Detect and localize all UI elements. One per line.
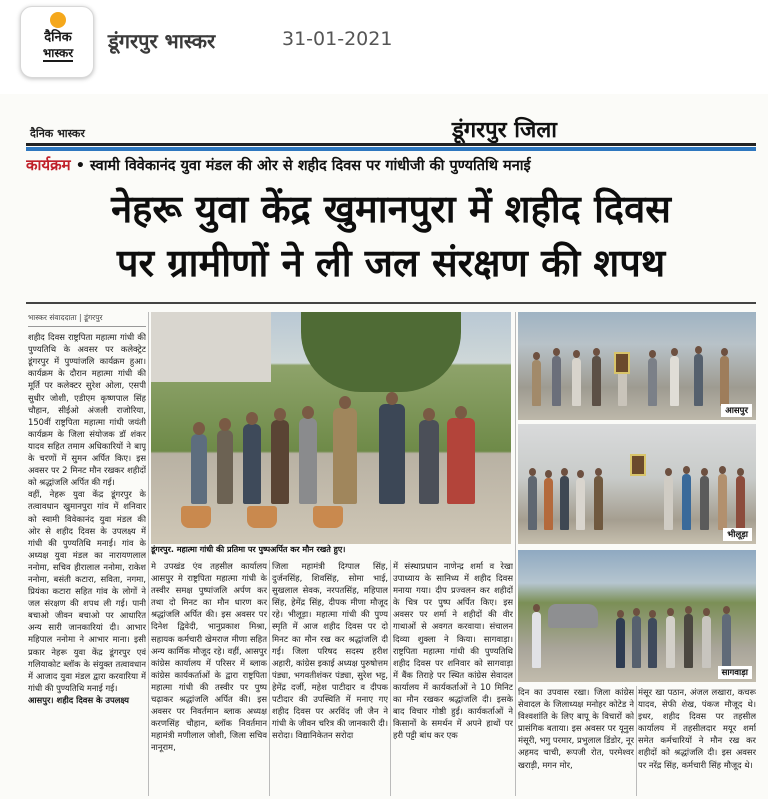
person-figure	[191, 434, 207, 504]
photo-location-tag: भीलूड़ा	[723, 528, 752, 541]
column-divider	[515, 312, 516, 796]
logo-line-2: भास्कर	[42, 46, 74, 60]
person-figure	[419, 420, 439, 504]
person-figure	[648, 358, 657, 406]
person-figure	[700, 476, 709, 530]
plant-pot	[247, 506, 277, 528]
article-kicker	[26, 155, 756, 179]
person-figure	[576, 478, 585, 530]
paragraph-3: आसपुर। शहीद दिवस के उपलक्ष्य	[28, 694, 129, 705]
person-figure	[664, 476, 673, 530]
person-figure	[217, 430, 233, 504]
plant-pot	[181, 506, 211, 528]
paragraph-1: शहीद दिवस राष्ट्रपिता महात्मा गांधी की पुण्यतिथि के अवसर पर कलेक्ट्रेट डूंगरपुर में पुण्यांजलि कार्यक्रम हुआ। कार्यक्रम के दौरान महात्मा गांधी की मूर्ति पर कलेक्टर सुरेश ओला, एसपी सुधीर जोशी, एडीएम कृष्णपाल सिंह चौहान, सीईओ अंजली राजोरिया, 150वीं राष्ट्रपिता महात्मा गांधी जयंती कार्यक्रम के जिला संयोजक डॉ शंकर यादव सहित तमाम अधिकारियों ने बापू के चरणों में सुमन अर्पित किए। इस अवसर पर 2 मिनट मौन रखकर शहीदों को श्रद्धांजलि अर्पित की गई।	[28, 332, 146, 488]
photo-sagwara[interactable]	[518, 550, 756, 682]
police-officer-figure	[333, 408, 357, 504]
column-divider	[636, 686, 637, 796]
person-figure	[532, 612, 541, 668]
person-figure	[532, 360, 541, 406]
logo-line-1: दैनिक	[44, 30, 72, 45]
person-figure	[720, 356, 729, 406]
photo-location-tag: सागवाड़ा	[718, 666, 752, 679]
person-figure	[632, 616, 641, 668]
page-masthead: दैनिक भास्कर	[30, 127, 85, 140]
article-column-5: दिन का उपवास रखा। जिला कांग्रेस सेवादल के जिलाध्यक्ष मनोहर कोटेड ने विश्वशांति के लिए बापू के विचारों को प्रासंगिक बताया। इस अवसर पर यूनुस मंसूरी, भगु परमार, प्रभुलाल डिंडोर, नूर अहमद चाची, रूपजी रोत, परमेश्वर खराड़ी, मगन मोर,	[518, 687, 634, 770]
byline: भास्कर संवाददाता | डूंगरपुर	[28, 312, 146, 327]
article-column-4: में संस्थाप्रधान नाणेन्द्र शर्मा व रेखा उपाध्याय के सानिध्य में शहीद दिवस मनाया गया। दीप प्रज्वलन कर शहीदों के चित्र पर पुष्प अर्पित किए। इस अवसर पर शर्मा ने शहीदों की वीर गाथाओं से अवगत करवाया। संचालन दिव्या शुक्ला ने किया। सागवाड़ा। राष्ट्रपिता महात्मा गांधी की पुण्यतिथि शहीद दिवस पर शनिवार को सागवाड़ा में बैंक तिराहे पर स्थित कांग्रेस सेवादल कार्यालय में कार्यकर्ताओं ने 10 मिनिट का मौन रखकर श्रद्धांजलि दी। इसके बाद विचार गोष्ठी हुई। कार्यकर्ताओं ने किसानों के समर्थन में अपने हाथों पर हरी पट्टी बांध कर एक	[393, 561, 513, 741]
person-figure	[594, 476, 603, 530]
headline-rule	[26, 302, 756, 304]
accent-rule	[26, 147, 756, 151]
column-divider	[148, 312, 149, 796]
district-heading: डूंगरपुर जिला	[452, 118, 557, 143]
main-photo-caption: डूंगरपुर. महात्मा गांधी की प्रतिमा पर पुष्पअर्पित कर मौन रखते हुए।	[151, 545, 346, 554]
sun-icon	[50, 12, 66, 28]
person-figure	[666, 616, 675, 668]
person-figure	[528, 476, 537, 530]
person-figure	[243, 424, 261, 504]
headline-line-2: पर ग्रामीणों ने ली जल संरक्षण की शपथ	[116, 240, 666, 285]
headline-line-1: नेहरू युवा केंद्र खुमानपुरा में शहीद दिवस	[111, 186, 671, 231]
paragraph-2: वहीं, नेहरू युवा केंद्र डूंगरपुर के तत्वावधान खुमानपुरा गांव में शनिवार को स्वामी विवेकानंद युवा मंडल की ओर से शहीद दिवस के उपलक्ष्य में गांधी की पुण्यतिथि मनाई। गांव के अध्यक्ष युवा मंडल का नारायणलाल ननोमा, सचिव हीरालाल ननोमा, राकेश ननोमा, बसंती कटारा, सविता, नगमा, प्रियंका कटारा सहित गांव के लोगों ने जल संरक्षण की शपथ ली गई। पानी बचाओ जीवन बचाओ पर आधारित अन्य सारी जानकारियां दी। आभार महिपाल ननोमा ने आभार माना। इसी प्रकार नेहरू युवा केंद्र डूंगरपुर एवं गलियाकोट ब्लॉक के संयुक्त तत्वावधान में आजाद युवा मंडल द्वारा करवारिया में गांधी की पुण्यतिथि मनाई गई।	[28, 489, 146, 693]
column-divider	[390, 560, 391, 796]
person-figure	[736, 476, 745, 530]
person-figure	[592, 356, 601, 406]
person-figure	[682, 474, 691, 530]
person-figure	[447, 418, 475, 504]
dainik-bhaskar-logo[interactable]	[20, 6, 94, 78]
column-divider	[269, 560, 270, 796]
main-photo-gandhi-statue-tribute[interactable]	[151, 312, 511, 544]
person-figure	[299, 418, 317, 504]
person-figure	[694, 354, 703, 406]
person-figure	[544, 478, 553, 530]
kicker-text: • स्वामी विवेकानंद युवा मंडल की ओर से शहीद दिवस पर गांधीजी की पुण्यतिथि मनाई	[75, 158, 531, 174]
person-figure	[379, 404, 405, 504]
gandhi-portrait	[614, 352, 630, 374]
person-figure	[572, 358, 581, 406]
person-figure	[271, 420, 289, 504]
building-shape	[151, 312, 271, 382]
car-shape	[548, 604, 598, 628]
top-rule	[26, 143, 756, 146]
edition-title: डूंगरपुर भास्कर	[108, 29, 216, 53]
person-figure	[718, 474, 727, 530]
photo-bhiluda[interactable]	[518, 424, 756, 544]
person-figure	[616, 618, 625, 668]
article-column-1	[28, 312, 146, 796]
plant-pot	[313, 506, 343, 528]
tree-shape	[301, 312, 461, 392]
person-figure	[648, 618, 657, 668]
app-header	[0, 0, 768, 90]
photo-location-tag: आसपुर	[721, 404, 752, 417]
photo-aaspur[interactable]	[518, 312, 756, 420]
person-figure	[670, 356, 679, 406]
kicker-tag: कार्यक्रम	[26, 156, 71, 174]
article-column-6: मंसूर खा पठान, अंजल लखारा, कचरू यादव, सेफी शेख, पंकज मौजूद थे। इधर, शहीद दिवस पर तहसील कार्यालय में तहसीलदार मयूर शर्मा समेत कर्मचारियों ने मौन रख कर शहीदों को श्रद्धांजलि दी। इस अवसर पर नरेंद्र सिंह, कर्मचारी सिंह मौजूद थे।	[638, 687, 756, 770]
article-column-3: जिला महामंत्री दिग्पाल सिंह, दुर्जनसिंह, शिवसिंह, सोमा भाई, सुखलाल सेवक, नरपतसिंह, महिपाल सिंह, हेमेंद्र सिंह, दीपक मीणा मौजूद रहे। भीलूड़ा। महात्मा गांधी की पुण्य स्मृति में आज शहीद दिवस पर दो मिनट का मौन रख कर श्रद्धांजलि दी गई। जिला परिषद सदस्य हरीश अहारी, कांग्रेस इकाई अध्यक्ष पुरुषोत्तम पंड्या, भगवतीशंकर पंड्या, सुरेश भट्ट, हेमेंद्र दर्जी, महेश पाटीदार व दीपक पटीदार की उपस्थिति में मनाए गए शहीद दिवस पर अरविंद जी जैन ने गांधी के जीवन चरित्र की जानकारी दी। सरोदा। विद्यानिकेतन सरोदा	[272, 561, 388, 741]
edition-date: 31-01-2021	[282, 28, 393, 50]
article-column-2: मे उपखंड एंव तहसील कार्यालय आसपुर मे राष्ट्रपिता महात्मा गांधी के तस्वीर समक्ष पुष्पांजलि अर्पण कर तथा दो मिनट का मौन धारण कर श्रद्धांजलि अर्पित की। इस अवसर पर दिनेश द्विवेदी, भानुप्रकाश मिश्रा, सहायक कर्मचारी खेमराज मीणा सहित अन्य कार्मिक मौजूद रहे। वहीं, आसपुर कांग्रेस कार्यालय में परिसर में ब्लाक कांग्रेस कार्यकर्ताओं के द्वारा राष्ट्रपिता महात्मा गांधी की तस्वीर पर पुष्प चढ़ाकर श्रद्धांजलि अर्पित की। इस अवसर पर निवर्तमान ब्लाक अध्यक्ष करणसिंह चौहान, ब्लॉक निवर्तमान महामंत्री मणीलाल जोशी, जिला सचिव नानूराम,	[151, 561, 267, 753]
person-figure	[684, 614, 693, 668]
person-figure	[552, 356, 561, 406]
person-figure	[702, 616, 711, 668]
gandhi-portrait	[630, 454, 646, 476]
person-figure	[560, 476, 569, 530]
person-figure	[722, 614, 731, 668]
